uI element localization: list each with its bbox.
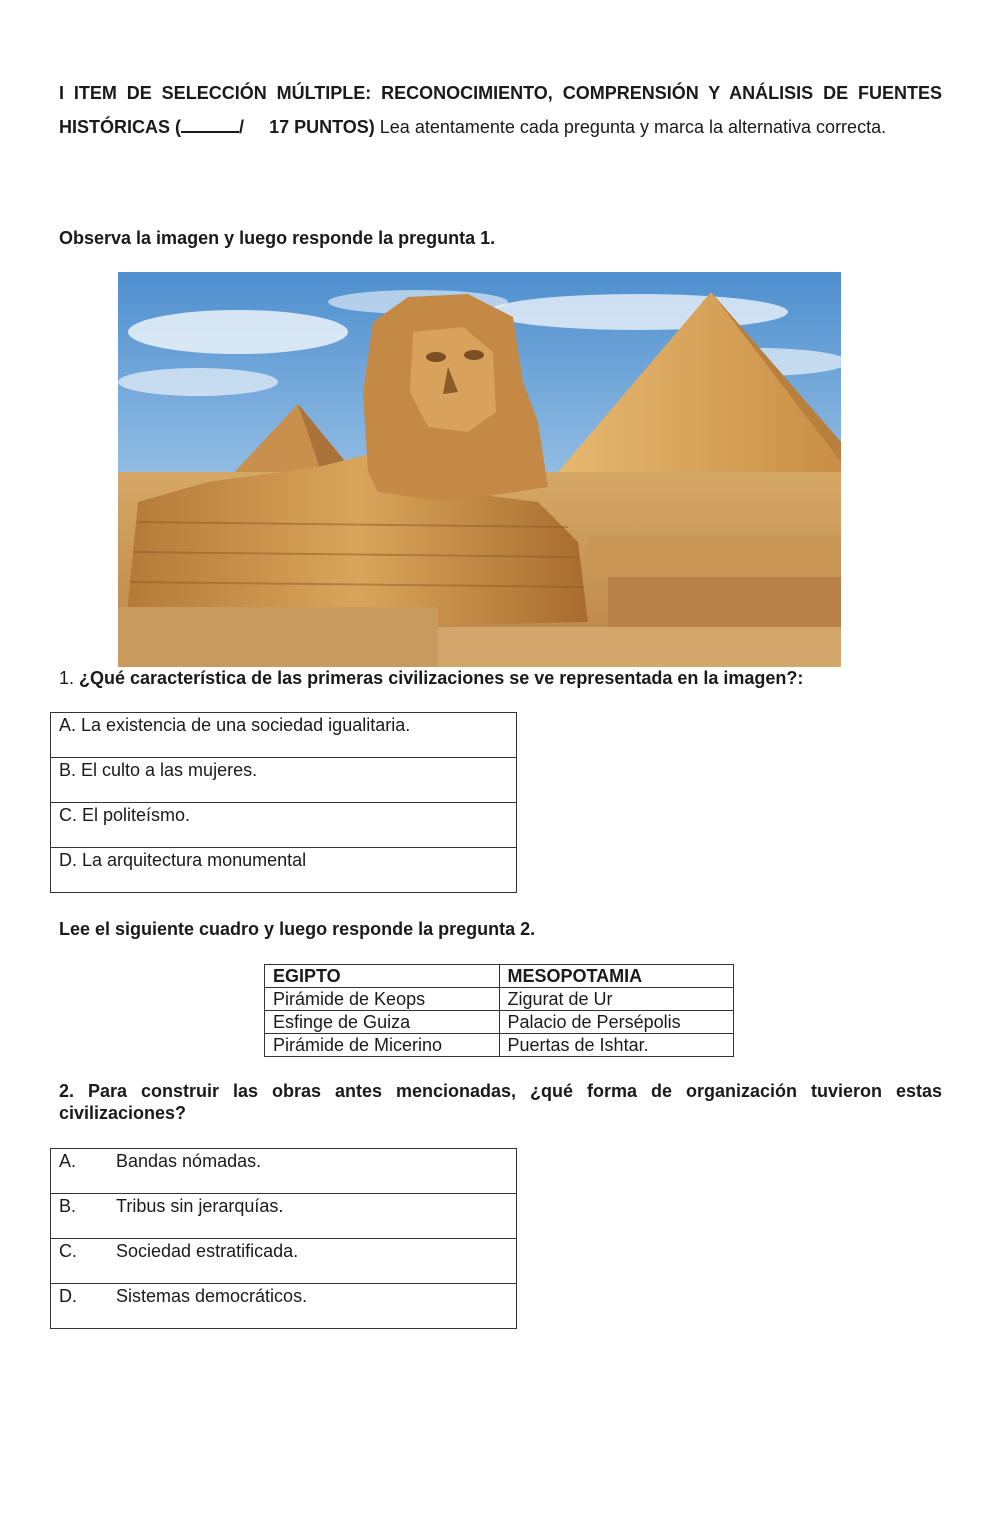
table-cell: Puertas de Ishtar. — [499, 1034, 734, 1057]
question-2-options — [50, 1148, 517, 1329]
table-lead: Lee el siguiente cuadro y luego responde la pregunta 2. — [59, 919, 536, 939]
table-cell: Esfinge de Guiza — [265, 1011, 500, 1034]
table-cell: Zigurat de Ur — [499, 988, 734, 1011]
option-a[interactable]: A. La existencia de una sociedad igualitaria. — [51, 713, 517, 758]
comparison-table — [264, 964, 734, 1057]
total-points: 17 PUNTOS) — [269, 117, 375, 137]
option-a[interactable]: A. Bandas nómadas. — [51, 1149, 517, 1194]
score-slash: / — [239, 117, 245, 137]
instruction-text: Lea atentamente cada pregunta y marca la alternativa correcta. — [379, 117, 887, 137]
table-cell: Pirámide de Keops — [265, 988, 500, 1011]
question-1 — [59, 668, 803, 689]
header-egipto: EGIPTO — [265, 965, 500, 988]
option-c[interactable]: C. El politeísmo. — [51, 803, 517, 848]
question-2-text: 2. Para construir las obras antes mencionadas, ¿qué forma de organización tuvieron estas civilizaciones? — [59, 1081, 942, 1123]
score-blank[interactable] — [181, 115, 239, 133]
sphinx-pyramids-photo — [118, 272, 841, 667]
section-intro — [59, 76, 942, 144]
header-mesopotamia: MESOPOTAMIA — [499, 965, 734, 988]
section-heading: I ITEM DE SELECCIÓN MÚLTIPLE: RECONOCIMIENTO, COMPRENSIÓN Y ANÁLISIS DE FUENTES HISTÓRICAS — [59, 83, 942, 137]
option-b[interactable]: B. Tribus sin jerarquías. — [51, 1194, 517, 1239]
image-lead: Observa la imagen y luego responde la pregunta 1. — [59, 228, 496, 248]
question-1-text: ¿Qué característica de las primeras civilizaciones se ve representada en la imagen?: — [79, 668, 804, 688]
option-c[interactable]: C. Sociedad estratificada. — [51, 1239, 517, 1284]
option-d[interactable]: D. La arquitectura monumental — [51, 848, 517, 893]
option-b[interactable]: B. El culto a las mujeres. — [51, 758, 517, 803]
option-d[interactable]: D. Sistemas democráticos. — [51, 1284, 517, 1329]
paren-open: ( — [175, 117, 182, 137]
table-cell: Pirámide de Micerino — [265, 1034, 500, 1057]
table-cell: Palacio de Persépolis — [499, 1011, 734, 1034]
question-1-number: 1. — [59, 668, 75, 688]
question-1-options — [50, 712, 517, 893]
